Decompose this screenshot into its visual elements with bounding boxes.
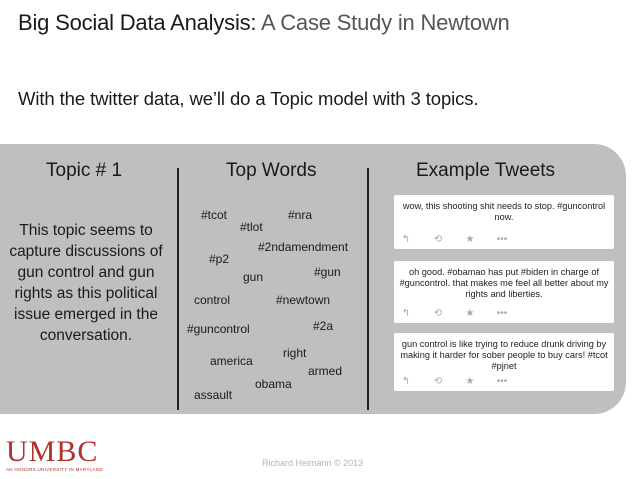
- top-word: america: [210, 354, 253, 368]
- umbc-logo: [6, 435, 126, 472]
- tweet-card: [394, 333, 614, 391]
- tweet-actions: [400, 376, 508, 387]
- top-word: #2a: [313, 319, 334, 333]
- title-secondary: A Case Study in Newtown: [261, 10, 510, 35]
- retweet-icon[interactable]: ⟲: [433, 308, 443, 319]
- top-word: #guncontrol: [187, 322, 250, 336]
- top-word: #gun: [314, 265, 341, 279]
- top-word: armed: [308, 364, 343, 378]
- top-word: #p2: [209, 252, 230, 266]
- page-title: [18, 10, 510, 36]
- tweet-text: oh good. #obamao has put #biden in charge of #guncontrol. that makes me feel all better about my rights and liberties.: [399, 267, 609, 299]
- column-divider-left: [177, 168, 179, 410]
- logo-tagline: AN HONORS UNIVERSITY IN MARYLAND: [6, 467, 103, 472]
- reply-icon[interactable]: ↰: [401, 234, 411, 245]
- top-word: obama: [255, 377, 292, 391]
- tweet-actions: [400, 308, 508, 319]
- top-word: #nra: [288, 208, 313, 222]
- credit-line: Richard Heimann © 2013: [262, 458, 364, 468]
- retweet-icon[interactable]: ⟲: [433, 234, 443, 245]
- top-word: #newtown: [276, 293, 331, 307]
- favorite-icon[interactable]: ★: [465, 308, 475, 319]
- top-word: #tlot: [240, 220, 263, 234]
- top-word: control: [194, 293, 231, 307]
- page-subtitle: With the twitter data, we’ll do a Topic model with 3 topics.: [18, 88, 479, 109]
- topic-heading: Topic # 1: [46, 160, 123, 181]
- top-word: #2ndamendment: [258, 240, 349, 254]
- top-word: #tcot: [201, 208, 228, 222]
- top-word: gun: [243, 270, 264, 284]
- title-main: Big Social Data Analysis:: [18, 10, 257, 35]
- tweet-text: wow, this shooting shit needs to stop. #guncontrol now.: [402, 201, 606, 222]
- top-word: assault: [194, 388, 233, 402]
- top-word: right: [283, 346, 307, 360]
- example-tweets-heading: Example Tweets: [416, 160, 556, 181]
- retweet-icon[interactable]: ⟲: [433, 376, 443, 387]
- tweet-card: [394, 261, 614, 323]
- tweet-card: [394, 195, 614, 249]
- tweet-actions: [400, 234, 508, 245]
- reply-icon[interactable]: ↰: [401, 308, 411, 319]
- more-icon[interactable]: •••: [496, 234, 508, 245]
- topic-description: This topic seems to capture discussions of gun control and gun rights as this political issue emerged in the conversation.: [9, 222, 163, 344]
- reply-icon[interactable]: ↰: [401, 376, 411, 387]
- logo-wordmark: UMBC: [6, 435, 99, 468]
- more-icon[interactable]: •••: [496, 308, 508, 319]
- favorite-icon[interactable]: ★: [465, 376, 475, 387]
- favorite-icon[interactable]: ★: [465, 234, 475, 245]
- more-icon[interactable]: •••: [496, 376, 508, 387]
- tweet-text: gun control is like trying to reduce drunk driving by making it harder for sober people to buy cars! #tcot #pjnet: [400, 339, 608, 371]
- column-divider-right: [367, 168, 369, 410]
- top-words-heading: Top Words: [226, 160, 317, 181]
